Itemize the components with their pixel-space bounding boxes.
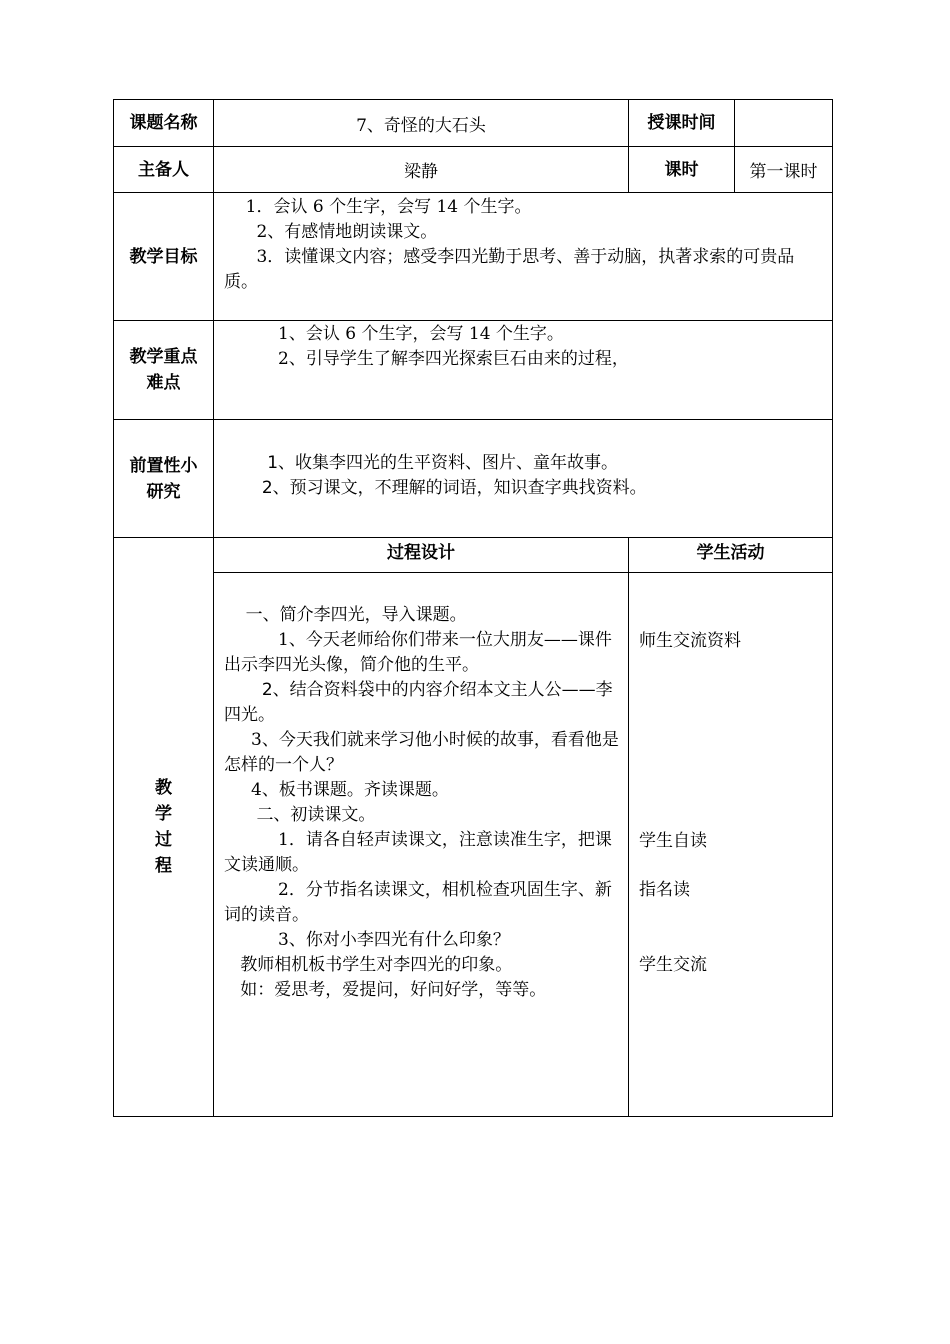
goals-content — [214, 193, 833, 321]
preparer-label: 主备人 — [114, 147, 214, 193]
activity-header: 学生活动 — [629, 538, 833, 573]
key-points-label-line2: 难点 — [146, 373, 181, 393]
topic-value: 7、奇怪的大石头 — [214, 100, 629, 147]
class-time-value — [735, 100, 833, 147]
process-body-row — [114, 573, 833, 1117]
period-label: 课时 — [629, 147, 735, 193]
design-line: 一、简介李四光，导入课题。 — [224, 605, 467, 625]
goal-line: 1．会认 6 个生字，会写 14 个生字。 — [224, 197, 532, 217]
design-line: 3、今天我们就来学习他小时候的故事，看看他是怎样的一个人？ — [224, 730, 619, 775]
design-header: 过程设计 — [214, 538, 629, 573]
pre-study-label — [114, 420, 214, 538]
goals-label: 教学目标 — [114, 193, 214, 321]
design-line: 2、结合资料袋中的内容介绍本文主人公——李四光。 — [224, 680, 613, 725]
key-point-line: 1、会认 6 个生字，会写 14 个生字。 — [224, 324, 564, 344]
design-line: 4、板书课题。齐读课题。 — [224, 780, 449, 800]
key-points-row — [114, 321, 833, 420]
pre-study-row — [114, 420, 833, 538]
topic-row — [114, 100, 833, 147]
activity-content — [629, 573, 833, 1117]
process-label-char: 过 — [155, 830, 172, 850]
pre-study-label-line1: 前置性小 — [129, 455, 198, 476]
lesson-plan-table — [113, 99, 833, 1117]
design-line: 二、初读课文。 — [224, 805, 376, 825]
pre-study-line: 2、预习课文，不理解的词语，知识查字典找资料。 — [224, 478, 647, 498]
process-label-char: 学 — [155, 804, 172, 824]
pre-study-content — [214, 420, 833, 538]
key-point-line: 2、引导学生了解李四光探索巨石由来的过程， — [224, 349, 629, 369]
key-points-content — [214, 321, 833, 420]
design-line: 教师相机板书学生对李四光的印象。 — [224, 955, 513, 975]
period-value: 第一课时 — [735, 147, 833, 193]
process-header-row — [114, 538, 833, 573]
topic-label: 课题名称 — [114, 100, 214, 147]
design-line: 2．分节指名读课文，相机检查巩固生字、新词的读音。 — [224, 880, 612, 925]
activity-item: 师生交流资料 — [639, 631, 741, 651]
design-line: 如：爱思考，爱提问，好问好学，等等。 — [224, 980, 547, 1000]
pre-study-label-line2: 研究 — [146, 481, 181, 502]
pre-study-line: 1、收集李四光的生平资料、图片、童年故事。 — [224, 453, 619, 473]
goal-line: 3．读懂课文内容；感受李四光勤于思考、善于动脑，执著求索的可贵品质。 — [224, 247, 795, 292]
activity-item: 指名读 — [639, 880, 690, 900]
design-line: 1、今天老师给你们带来一位大朋友——课件出示李四光头像，简介他的生平。 — [224, 630, 612, 675]
process-label-char: 教 — [155, 778, 172, 798]
activity-item: 学生自读 — [639, 831, 707, 851]
design-line: 1．请各自轻声读课文，注意读准生字，把课文读通顺。 — [224, 830, 612, 875]
design-line: 3、你对小李四光有什么印象？ — [224, 930, 510, 950]
activity-item: 学生交流 — [639, 955, 707, 975]
process-label — [114, 538, 214, 1117]
key-points-label-line1: 教学重点 — [129, 347, 198, 367]
preparer-value: 梁静 — [214, 147, 629, 193]
goals-row — [114, 193, 833, 321]
key-points-label — [114, 321, 214, 420]
process-label-char: 程 — [155, 856, 172, 876]
goal-line: 2、有感情地朗读课文。 — [224, 222, 438, 242]
class-time-label: 授课时间 — [629, 100, 735, 147]
design-content — [214, 573, 629, 1117]
preparer-row — [114, 147, 833, 193]
